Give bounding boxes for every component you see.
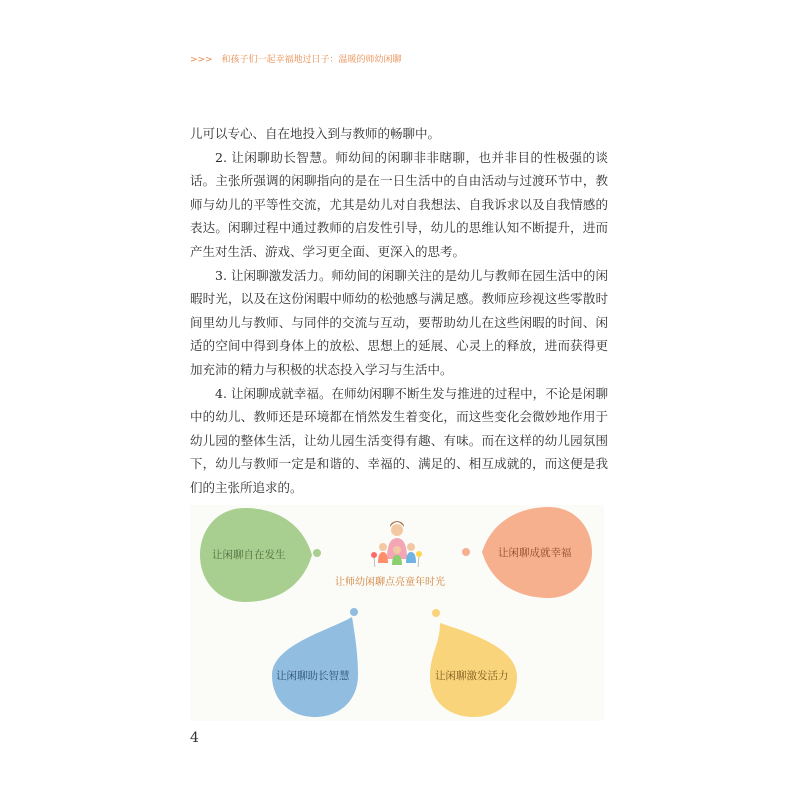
drop-shape-wisdom (272, 617, 358, 717)
dot-happiness (462, 548, 470, 556)
label-happiness: 让闲聊成就幸福 (498, 547, 572, 559)
dot-wisdom (350, 608, 358, 616)
diagram-graphics (190, 505, 604, 721)
paragraph: 2. 让闲聊助长智慧。师幼间的闲聊非非瞎聊，也并非目的性极强的谈话。主张所强调的闲聊指向的是在一日生活中的自由活动与过渡环节中，教师与幼儿的平等性交流，尤其是幼儿对自我想法、自我诉求以及自我情感的表达。闲聊过程中通过教师的启发性引导，幼儿的思维认知不断提升，进而产生对生活、游戏、学习更全面、更深入的思考。 (190, 149, 608, 259)
dot-vitality (432, 609, 440, 617)
center-caption: 让师幼闲聊点亮童年时光 (335, 577, 445, 588)
dot-free (313, 549, 321, 557)
diagram-figure (190, 505, 604, 721)
label-wisdom: 让闲聊助长智慧 (276, 670, 350, 682)
paragraph: 4. 让闲聊成就幸福。在师幼闲聊不断生发与推进的过程中，不论是闲聊中的幼儿、教师还是环境都在悄然发生着变化，而这些变化会微妙地作用于幼儿园的整体生活，让幼儿园生活变得有趣、有味。而在这样的幼儿园氛围下，幼儿与教师一定是和谐的、幸福的、满足的、相互成就的，而这便是我们的主张所追求的。 (190, 385, 608, 495)
teacher-children-illustration (371, 521, 422, 567)
paragraph: 3. 让闲聊激发活力。师幼间的闲聊关注的是幼儿与教师在园生活中的闲暇时光，以及在这份闲暇中师幼的松弛感与满足感。教师应珍视这些零散时间里幼儿与教师、与同伴的交流与互动，要帮助幼儿在这些闲暇的时间、闲适的空间中得到身体上的放松、思想上的延展、心灵上的释放，进而获得更加充沛的精力与积极的状态投入学习与生活中。 (190, 267, 608, 377)
label-free: 让闲聊自在发生 (212, 549, 286, 561)
paragraph: 儿可以专心、自在地投入到与教师的畅聊中。 (190, 126, 441, 141)
running-header (190, 52, 402, 65)
page-number: 4 (190, 730, 199, 746)
label-vitality: 让闲聊激发活力 (435, 670, 509, 682)
header-title: 和孩子们一起幸福地过日子：温暖的师幼闲聊 (221, 55, 402, 65)
body-text (190, 122, 608, 500)
header-mark: >>> (190, 55, 213, 65)
